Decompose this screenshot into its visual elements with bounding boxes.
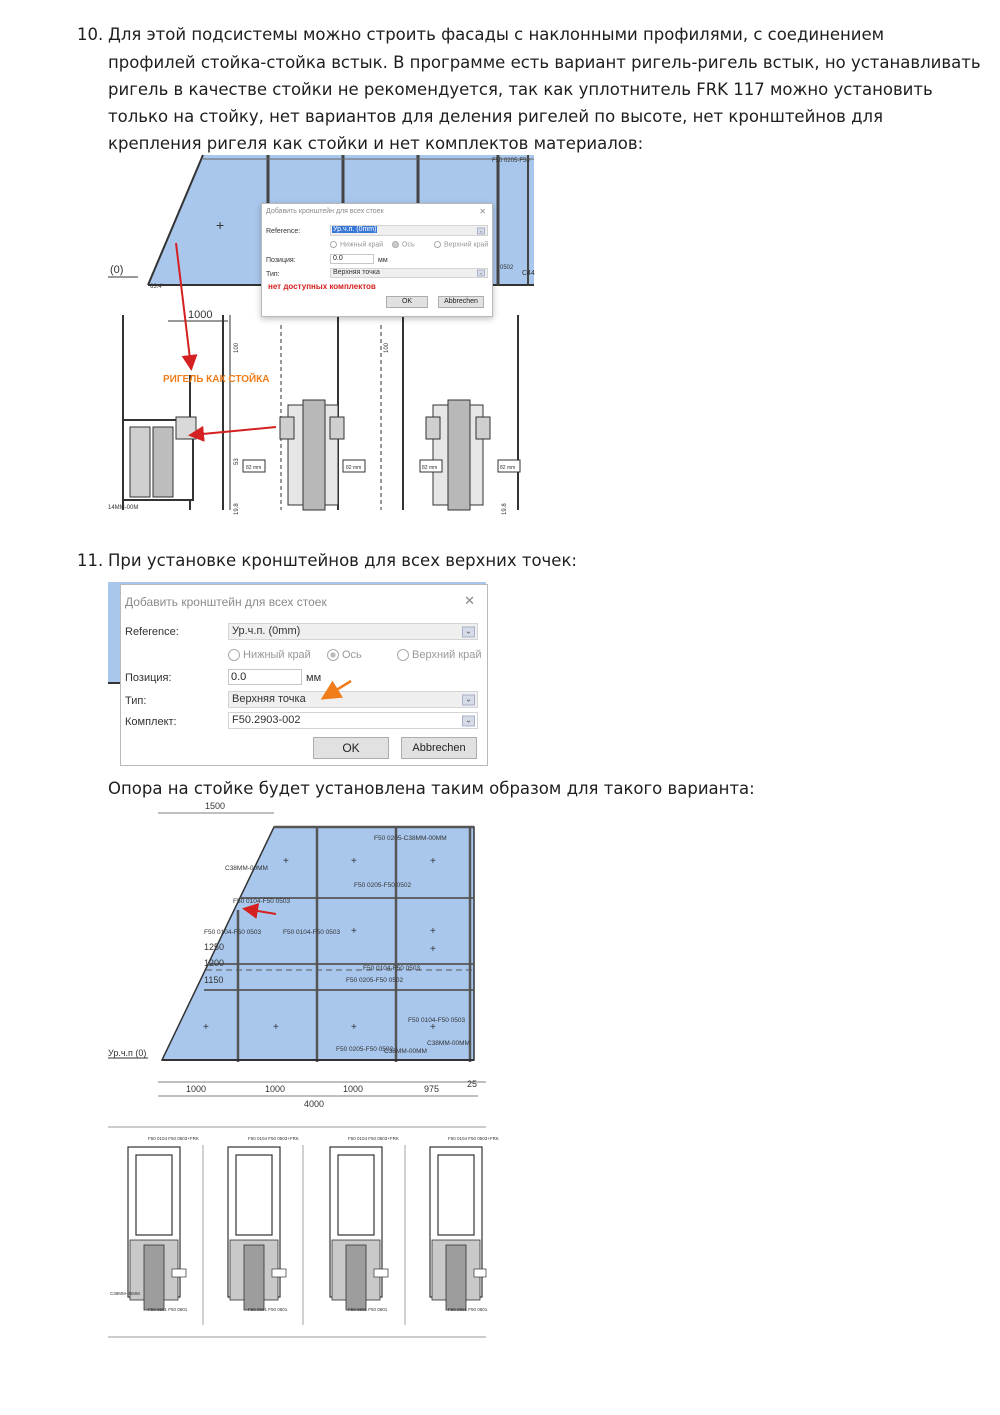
list-number: 10. — [77, 25, 104, 44]
svg-text:F50 0205-F50 0502: F50 0205-F50 0502 — [346, 977, 404, 984]
radio-lower-edge[interactable]: Нижный край — [228, 649, 311, 661]
svg-text:+: + — [430, 926, 436, 937]
tag-bottom: F50 0601 F50 0601 — [148, 1307, 188, 1312]
add-bracket-dialog — [120, 584, 488, 766]
svg-text:975: 975 — [424, 1084, 440, 1094]
position-input[interactable]: 0.0 — [330, 254, 374, 264]
svg-text:C38MM-00MM: C38MM-00MM — [427, 1040, 470, 1047]
type-select[interactable]: Верхняя точка ⌄ — [330, 268, 488, 278]
svg-text:F50 0205-C38MM-00MM: F50 0205-C38MM-00MM — [374, 835, 447, 842]
figure-slanted-facade-screenshot — [108, 155, 534, 517]
list-number: 11. — [77, 551, 104, 570]
reference-label: Reference: — [125, 626, 179, 638]
figure-facade-elevation — [108, 800, 486, 1115]
unit-label: мм — [306, 672, 322, 684]
tag-label: 82 mm — [246, 465, 262, 471]
chevron-down-icon[interactable]: ⌄ — [462, 694, 475, 705]
tag-bottom: F50 0601 F50 0601 — [248, 1307, 288, 1312]
chevron-down-icon[interactable]: ⌄ — [478, 228, 484, 234]
tag-top: F50 0104 F50 0503+FRK — [148, 1136, 199, 1141]
tag-top: F50 0104 F50 0503+FRK — [248, 1136, 299, 1141]
reference-label: Reference: — [266, 228, 301, 235]
svg-text:+: + — [273, 1022, 279, 1033]
sections-drawing — [108, 1115, 499, 1340]
reference-select[interactable]: Ур.ч.п. (0mm) ⌄ — [228, 623, 478, 640]
profile-section-middle — [223, 315, 365, 510]
height-dim: 1250 — [204, 942, 225, 952]
svg-text:1000: 1000 — [265, 1084, 286, 1094]
figure-profile-sections — [108, 1115, 499, 1340]
level-label: Ур.ч.п (0) — [108, 1048, 147, 1058]
svg-text:F50 0104-F50 0503: F50 0104-F50 0503 — [204, 929, 262, 936]
tag-top: F50 0104 F50 0503+FRK — [448, 1136, 499, 1141]
radio-axis[interactable]: Ось — [327, 649, 362, 661]
paragraph-line: При установке кронштейнов для всех верхних точек: — [108, 551, 577, 570]
orange-arrow — [311, 677, 361, 707]
paragraph-line: ригель в качестве стойки не рекомендуется, так как уплотнитель FRK 117 можно установить — [108, 80, 933, 99]
svg-text:+: + — [430, 1022, 436, 1033]
dialog-title: Добавить кронштейн для всех стоек — [125, 595, 327, 609]
position-input[interactable]: 0.0 — [228, 669, 302, 685]
tag-bottom: F50 0601 F50 0601 — [448, 1307, 488, 1312]
dialog-title: Добавить кронштейн для всех стоек — [266, 208, 384, 215]
reference-select[interactable]: Ур.ч.п. (0mm) ⌄ — [330, 225, 488, 236]
svg-text:+: + — [351, 856, 357, 867]
radio-upper-edge[interactable]: Верхний край — [434, 241, 488, 248]
svg-text:C38MM-00MM: C38MM-00MM — [384, 1048, 427, 1055]
svg-text:F50 0205-F50 0502: F50 0205-F50 0502 — [336, 1046, 394, 1053]
glass-marker: + — [216, 217, 225, 233]
type-select[interactable]: Верхняя точка ⌄ — [228, 691, 478, 708]
svg-text:F50 0104-F50 0503: F50 0104-F50 0503 — [363, 965, 421, 972]
tag-top: F50 0104 F50 0503+FRK — [348, 1136, 399, 1141]
type-label: Тип: — [125, 695, 147, 707]
profile-label: F50 0205-F50 — [492, 158, 530, 164]
dimension-label: 1000 — [188, 309, 213, 321]
cut-label: 14MM-00M — [108, 505, 139, 511]
svg-text:F50 0104-F50 0503: F50 0104-F50 0503 — [233, 898, 291, 905]
cut-label: C38MM-00MM — [110, 1291, 140, 1296]
ok-button[interactable]: OK — [313, 737, 389, 759]
profile-section-left — [123, 315, 196, 510]
svg-text:1000: 1000 — [186, 1084, 207, 1094]
svg-text:+: + — [430, 856, 436, 867]
chevron-down-icon[interactable]: ⌄ — [462, 626, 475, 637]
paragraph-line: только на стойку, нет вариантов для деления ригелей по высоте, нет кронштейнов для — [108, 107, 884, 126]
svg-text:+: + — [351, 1022, 357, 1033]
figure-dialog-screenshot — [108, 582, 486, 764]
ok-button[interactable]: OK — [386, 296, 428, 308]
facade-drawing — [108, 800, 486, 1115]
position-label: Позиция: — [125, 672, 172, 684]
chevron-down-icon[interactable]: ⌄ — [478, 270, 484, 277]
radio-lower-edge[interactable]: Нижный край — [330, 241, 383, 248]
tag-label: 82 mm — [346, 465, 362, 471]
tag-label: 82 mm — [422, 465, 438, 471]
dim-label: 100 — [384, 342, 390, 353]
position-label: Позиция: — [266, 257, 296, 264]
level-label: (0) — [110, 264, 124, 276]
height-dim: 1150 — [204, 975, 224, 985]
paragraph-line: профилей стойка-стойка встык. В программе есть вариант ригель-ригель встык, но устанавливать — [108, 53, 981, 72]
svg-text:+: + — [351, 926, 357, 937]
svg-text:+: + — [430, 944, 436, 955]
radio-axis[interactable]: Ось — [392, 241, 415, 248]
cancel-button[interactable]: Abbrechen — [438, 296, 484, 308]
svg-text:C38MM-00MM: C38MM-00MM — [225, 865, 268, 872]
no-kits-warning: нет доступных комплектов — [268, 282, 376, 291]
dim-label: 19.8 — [502, 503, 508, 515]
svg-text:4000: 4000 — [304, 1099, 325, 1109]
svg-text:1000: 1000 — [343, 1084, 364, 1094]
dim-top: 1500 — [205, 801, 226, 811]
dim-label: 53 — [234, 458, 240, 465]
svg-text:25: 25 — [467, 1079, 478, 1089]
close-icon[interactable]: ✕ — [479, 207, 486, 216]
dim-label: 19.8 — [234, 503, 240, 515]
kit-select[interactable]: F50.2903-002 ⌄ — [228, 712, 478, 729]
height-dim: 1200 — [204, 958, 225, 968]
profile-section-right — [381, 315, 520, 510]
annotation-rigel-as-mullion: РИГЕЛЬ КАК СТОЙКА — [163, 374, 270, 385]
add-bracket-dialog — [261, 203, 493, 317]
svg-text:F50 0205-F50 0502: F50 0205-F50 0502 — [354, 882, 412, 889]
kit-label: Комплект: — [125, 716, 177, 728]
profile-label: C44 — [522, 270, 535, 277]
radio-upper-edge[interactable]: Верхний край — [397, 649, 482, 661]
paragraph-line: Для этой подсистемы можно строить фасады с наклонными профилями, с соединением — [108, 25, 885, 44]
angle-label: 63.4° — [150, 284, 165, 290]
chevron-down-icon[interactable]: ⌄ — [462, 715, 475, 726]
svg-text:+: + — [283, 856, 289, 867]
unit-label: мм — [378, 257, 388, 264]
profile-label: 0502 — [500, 265, 514, 271]
cancel-button[interactable]: Abbrechen — [401, 737, 477, 759]
svg-text:F50 0104-F50 0503: F50 0104-F50 0503 — [408, 1017, 466, 1024]
type-label: Тип: — [266, 271, 280, 278]
tag-label: 82 mm — [500, 465, 516, 471]
svg-text:F50 0104-F50 0503: F50 0104-F50 0503 — [283, 929, 341, 936]
paragraph-line: Опора на стойке будет установлена таким образом для такого варианта: — [108, 779, 755, 798]
close-icon[interactable]: ✕ — [464, 593, 475, 608]
tag-bottom: F50 0601 F50 0601 — [348, 1307, 388, 1312]
svg-text:+: + — [203, 1022, 209, 1033]
paragraph-line: крепления ригеля как стойки и нет комплектов материалов: — [108, 134, 644, 153]
red-arrow — [192, 427, 276, 435]
dim-label: 100 — [234, 342, 240, 353]
